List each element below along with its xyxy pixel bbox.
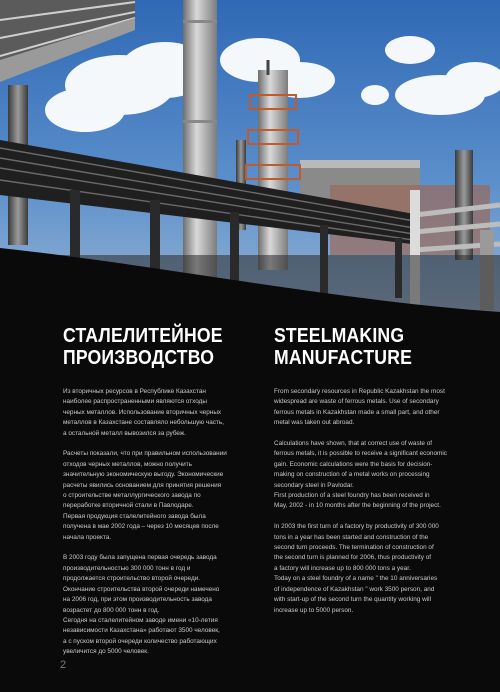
text-line: the second turn is planned for 2006, thus productivity of [274,554,432,562]
text-line: значительную экономическую выгоду. Экономические [63,471,224,479]
text-line: First production of a steel foundry has been received in [274,492,430,500]
text-line: secondary steel in Pavlodar. [274,481,354,489]
text-line: widespread are waste of ferrous metals. Use of secondary [274,398,439,406]
text-line: Первая продукция сталелитейного завода была [63,512,206,520]
text-line: черных металлов. Использование вторичных черных [63,408,222,416]
text-line: переработке вторичной стали в Павлодаре. [63,502,194,510]
text-line: отходов черных металлов, можно получить [63,460,193,468]
text-line: second turn proceeds. The termination of construction of [274,544,434,552]
russian-heading [63,324,223,369]
text-line: а с пуском второй очереди количество работающих [63,637,217,645]
text-line: Из вторичных ресурсов в Республике Казахстан [63,388,206,395]
text-line: gain. Economic calculations were the basis for decision- [274,460,433,468]
russian-heading-line: ПРОИЗВОДСТВО [63,346,215,369]
text-line: наиболее распространенными являются отходы [63,398,207,406]
text-line: производительностью 300 000 тонн в год и [63,564,191,572]
text-line: a factory will increase up to 800 000 tons a year. [274,564,411,572]
text-line: на 2006 год, при этом производительность завода [63,596,212,604]
industrial-plant-photo [0,0,500,330]
english-paragraph-1 [274,387,464,429]
text-line: а остальной металл вывозился за рубеж. [63,429,186,437]
text-line: Окончание строительства второй очереди намечено [63,585,220,593]
text-line: making on construction of a metal works on processing [274,471,430,479]
text-line: Сегодня на сталелитейном заводе имени «10-летия [63,616,218,624]
text-line: начала проекта. [63,533,112,541]
text-line: tons in a year has been started and construction of the [274,533,429,541]
text-line: of independence of Kazakhstan " work 3500 person, and [274,585,435,593]
text-line: Calculations have shown, that at correct use of waste of [274,440,433,448]
text-line: расчеты явились основанием для принятия решения [63,481,222,489]
text-line: увеличится до 5000 человек. [63,648,149,656]
russian-paragraph-2 [63,449,245,543]
text-line: возрастет до 800 000 тонн в год. [63,606,160,614]
english-heading-line: MANUFACTURE [274,346,413,369]
text-line: ferrous metals in Kazakhstan made a small part, and other [274,408,440,416]
text-line: increase up to 5000 person. [274,606,354,614]
text-line: получена в мае 2002 года – через 10 месяцев после [63,523,219,531]
text-line: with start-up of the second turn the quantity working will [274,596,432,604]
text-line: о строительстве металлургического завода по [63,492,201,500]
text-line: From secondary resources in Republic Kazakhstan the most [274,388,445,395]
english-heading [274,325,437,369]
russian-paragraph-3 [63,553,245,657]
russian-column [63,325,245,668]
text-line: In 2003 the first turn of a factory by productivity of 300 000 [274,523,439,531]
text-line: независимости Казахстана» работают 3500 человек, [63,627,220,635]
russian-heading-line: СТАЛЕЛИТЕЙНОЕ [63,324,223,347]
english-paragraph-3 [274,522,464,616]
page-number: 2 [60,659,67,671]
russian-paragraph-1 [63,387,245,439]
text-line: металлов в Казахстане составляло небольшую часть, [63,419,224,427]
text-line: ferrous metals, it is possible to receive a significant economic [274,450,447,458]
english-heading-line: STEELMAKING [274,324,405,347]
english-paragraph-2 [274,439,464,512]
text-line: продолжается строительство второй очереди. [63,575,201,583]
text-line: Расчеты показали, что при правильном использовании [63,450,227,458]
english-column [274,325,464,626]
text-line: May, 2002 - in 10 months after the beginning of the project. [274,502,441,510]
text-line: В 2003 году была запущена первая очередь завода [63,554,217,562]
text-line: metal was taken out abroad. [274,419,355,427]
text-line: Today on a steel foundry of a name " the 10 anniversaries [274,575,438,583]
